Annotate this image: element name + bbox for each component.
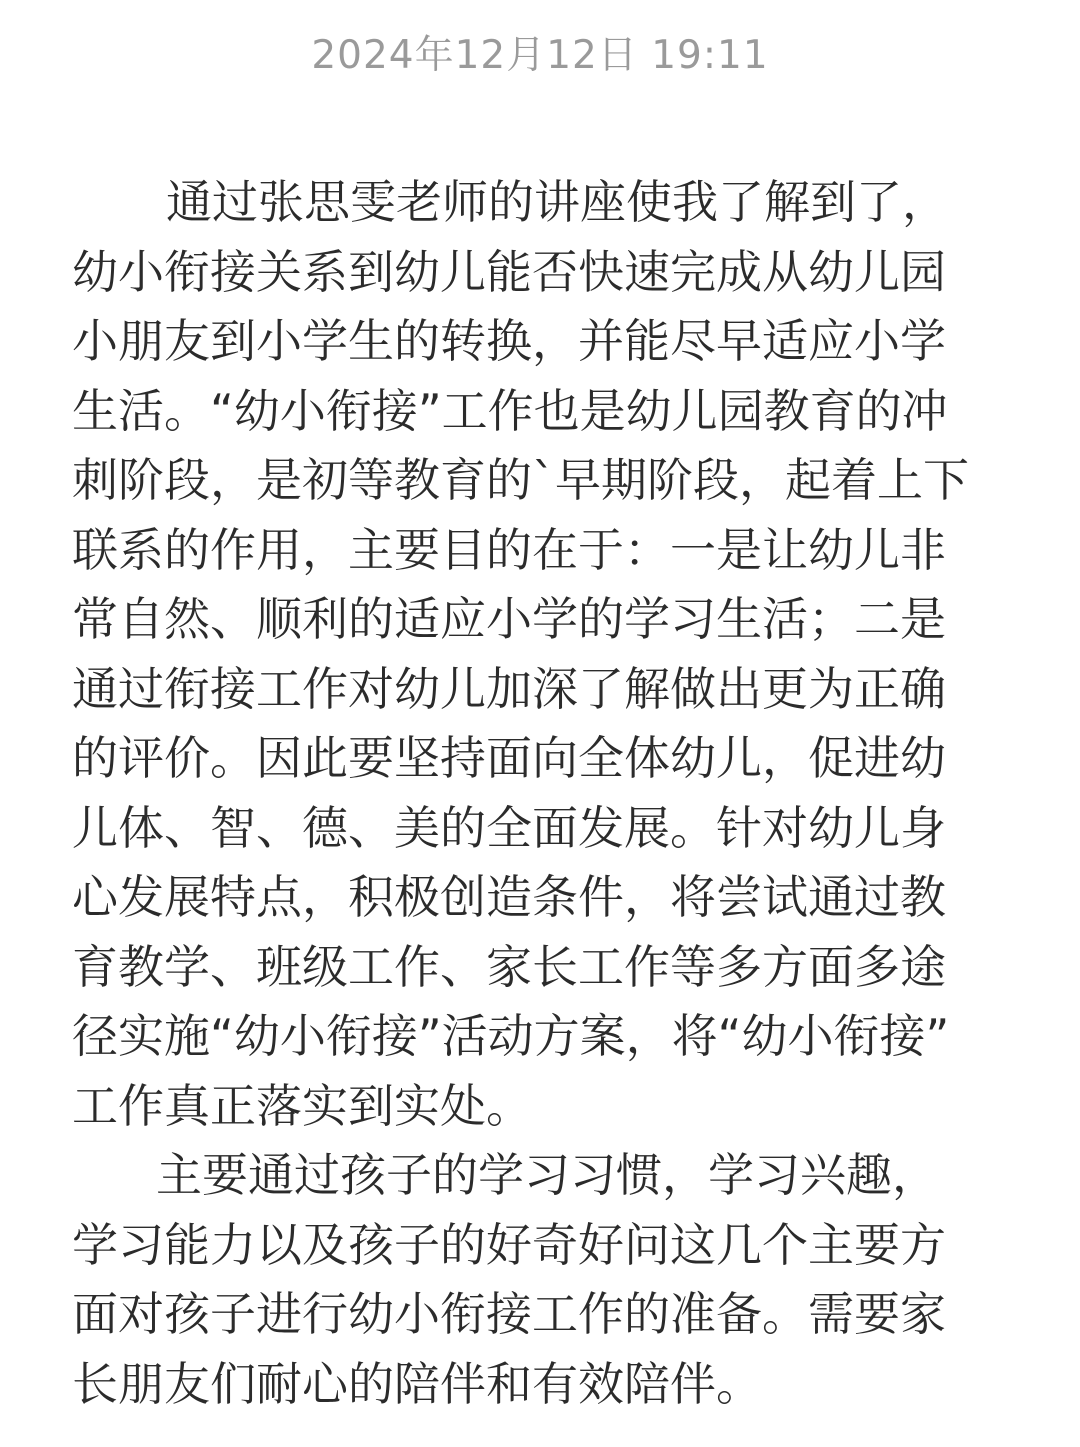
paragraph-2-line-3: 面对孩子进行幼小衔接工作的准备。需要家 xyxy=(72,1287,946,1341)
paragraph-1-line-3: 小朋友到小学生的转换，并能尽早适应小学 xyxy=(72,314,946,368)
paragraph-1-line-7: 常自然、顺利的适应小学的学习生活；二是 xyxy=(72,592,946,646)
note-body[interactable] xyxy=(72,168,1002,1419)
paragraph-1-line-11: 心发展特点，积极创造条件，将尝试通过教 xyxy=(72,870,946,924)
paragraph-2-line-4: 长朋友们耐心的陪伴和有效陪伴。 xyxy=(72,1356,762,1411)
paragraph-1-line-12: 育教学、班级工作、家长工作等多方面多途 xyxy=(72,939,946,994)
paragraph-1-line-10: 儿体、智、德、美的全面发展。针对幼儿身 xyxy=(72,800,946,855)
paragraph-1-line-14: 工作真正落实到实处。 xyxy=(72,1078,532,1133)
paragraph-1-line-9: 的评价。因此要坚持面向全体幼儿，促进幼 xyxy=(72,731,946,785)
paragraph-1-line-5: 刺阶段，是初等教育的`早期阶段，起着上下 xyxy=(72,453,969,507)
paragraph-2-line-2: 学习能力以及孩子的好奇好问这几个主要方 xyxy=(72,1217,946,1272)
paragraph-1-line-4: 生活。“幼小衔接”工作也是幼儿园教育的冲 xyxy=(72,383,948,438)
note-timestamp: 2024年12月12日 19:11 xyxy=(311,33,769,78)
paragraph-1-line-13: 径实施“幼小衔接”活动方案，将“幼小衔接” xyxy=(72,1009,950,1063)
paragraph-1-line-1: 通过张思雯老师的讲座使我了解到了， xyxy=(166,175,948,229)
paragraph-1-line-6: 联系的作用，主要目的在于：一是让幼儿非 xyxy=(72,522,946,577)
paragraph-2-line-1: 主要通过孩子的学习习惯，学习兴趣， xyxy=(156,1148,938,1202)
paragraph-1-line-8: 通过衔接工作对幼儿加深了解做出更为正确 xyxy=(72,661,946,716)
paragraph-1-line-2: 幼小衔接关系到幼儿能否快速完成从幼儿园 xyxy=(72,244,946,299)
